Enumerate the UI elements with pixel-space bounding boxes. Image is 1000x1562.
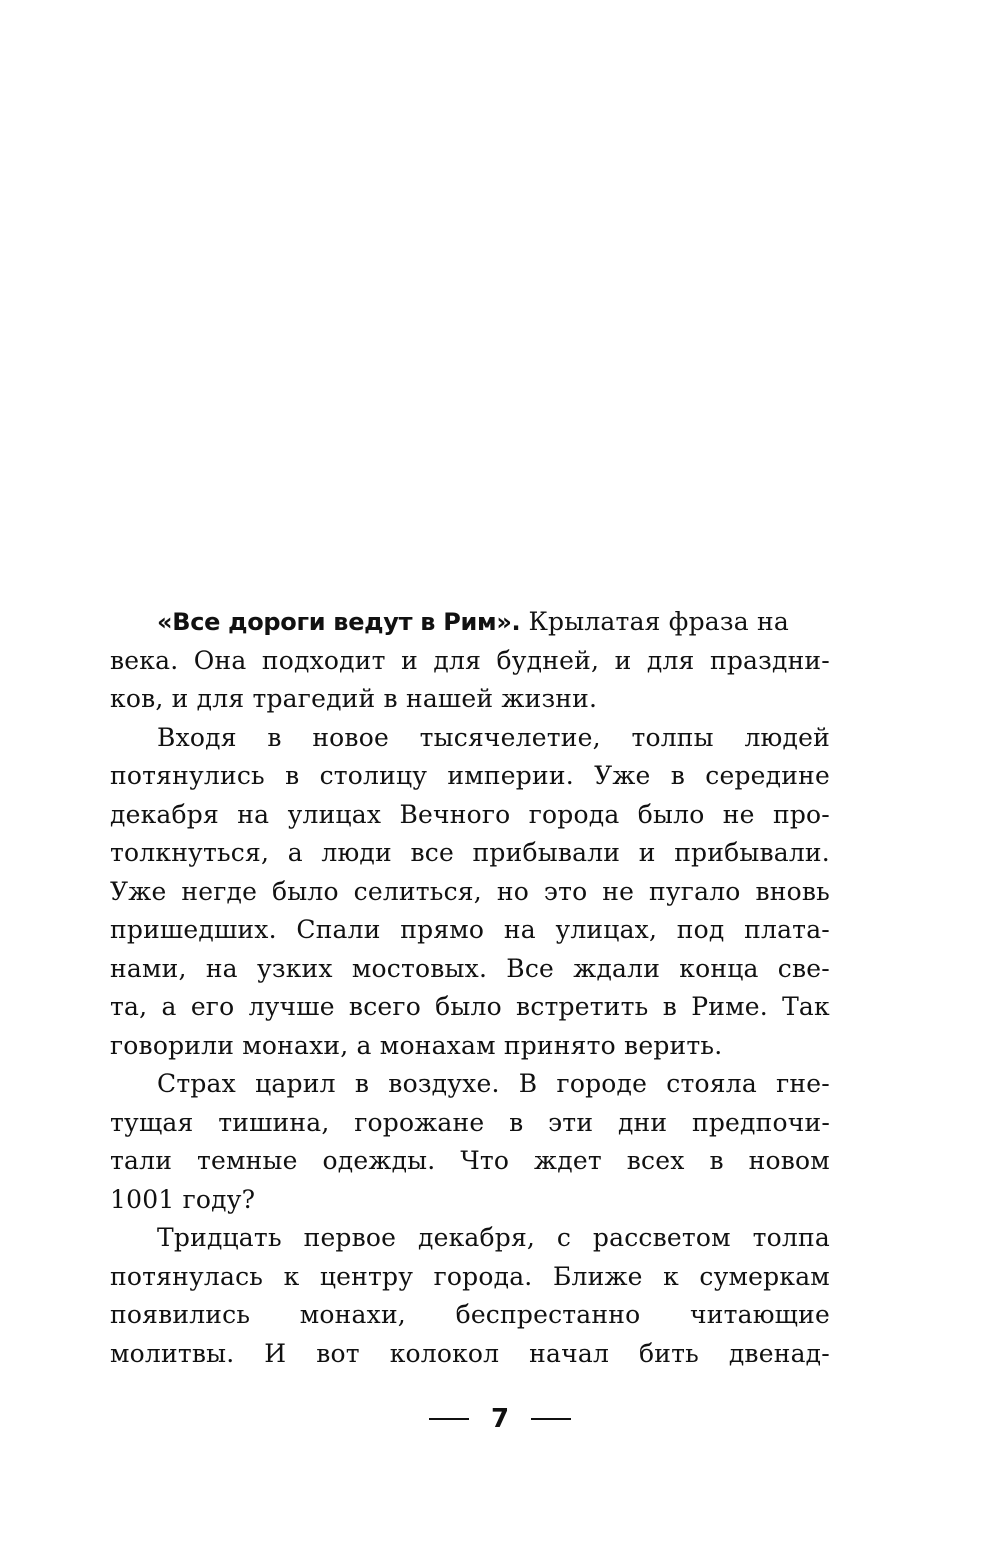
word: двенад-	[728, 1338, 830, 1368]
text-line	[110, 834, 830, 873]
word: Вечного	[399, 799, 511, 829]
word: молитвы.	[110, 1338, 235, 1368]
text-line	[110, 603, 830, 642]
page-number: 7	[490, 1404, 510, 1434]
word: было	[272, 876, 339, 906]
word: его	[190, 992, 235, 1021]
word: В	[518, 1069, 538, 1098]
body-text	[110, 603, 830, 1373]
word: это	[543, 876, 588, 906]
word: людей	[744, 722, 830, 752]
word: улицах,	[555, 915, 658, 944]
footer-rule-left	[429, 1418, 469, 1420]
text-line: ков, и для трагедий в нашей жизни.	[110, 684, 598, 713]
text-line	[110, 1142, 830, 1181]
word: Ближе	[552, 1261, 643, 1291]
word: для	[646, 645, 695, 675]
footer-rule-right	[531, 1418, 571, 1420]
word: века.	[110, 645, 179, 675]
word: про-	[772, 799, 830, 829]
word: бить	[638, 1338, 699, 1368]
text-line	[110, 1258, 830, 1297]
word: столицу	[319, 761, 428, 790]
word: с	[556, 1223, 572, 1252]
word: новое	[312, 722, 389, 752]
word: прибывали	[472, 838, 621, 867]
word: И	[264, 1338, 287, 1368]
word: в	[509, 1107, 524, 1137]
word: в	[670, 761, 686, 790]
word: сумеркам	[699, 1261, 830, 1291]
text-line: 1001 году?	[110, 1184, 256, 1214]
word: встретить	[516, 992, 649, 1021]
word: начал	[529, 1338, 610, 1368]
word: центру	[319, 1261, 414, 1291]
word: первое	[303, 1223, 397, 1252]
word: к	[663, 1261, 679, 1291]
text-line	[110, 950, 830, 989]
word: в	[662, 992, 677, 1021]
word: све-	[777, 953, 830, 983]
text-line	[110, 988, 830, 1027]
word: всего	[348, 992, 421, 1021]
word: все	[410, 838, 454, 867]
word: та,	[110, 992, 148, 1021]
word: потянулась	[110, 1261, 264, 1291]
word: в	[285, 761, 300, 790]
word: монахи,	[299, 1300, 406, 1329]
text-line	[110, 1219, 830, 1258]
word: конца	[679, 953, 759, 983]
word: Она	[193, 645, 247, 675]
word: прямо	[400, 915, 485, 944]
word: мостовых.	[351, 953, 488, 983]
word: декабря,	[417, 1223, 536, 1252]
word: Что	[460, 1146, 510, 1175]
word: праздни-	[709, 645, 830, 675]
word: тишина,	[218, 1107, 330, 1137]
text-line	[110, 1104, 830, 1143]
word: городе	[556, 1069, 648, 1098]
word: Риме.	[691, 992, 768, 1021]
word: было	[435, 992, 502, 1021]
word: темные	[197, 1146, 298, 1175]
word: нами,	[110, 953, 187, 983]
word: царил	[255, 1069, 336, 1098]
word: Спали	[296, 915, 381, 944]
text-line	[110, 1065, 830, 1104]
word: горожане	[354, 1107, 485, 1137]
text-line	[110, 911, 830, 950]
word: рассветом	[592, 1223, 731, 1252]
word: пришедших.	[110, 915, 277, 944]
word: подходит	[261, 645, 386, 675]
word: Так	[782, 992, 830, 1021]
word: вновь	[755, 876, 830, 906]
text-line	[110, 1296, 830, 1335]
word: люди	[321, 838, 392, 867]
word: декабря	[110, 799, 219, 829]
word: колокол	[389, 1338, 500, 1368]
word: вот	[316, 1338, 360, 1368]
word: но	[496, 876, 529, 906]
word: эти	[548, 1107, 594, 1137]
word: ждет	[534, 1146, 602, 1175]
word: Тридцать	[157, 1223, 282, 1252]
word: толкнуться,	[110, 838, 270, 867]
word: всех	[626, 1146, 685, 1175]
word: лучше	[248, 992, 335, 1021]
word: пугало	[649, 876, 741, 906]
word: на	[237, 799, 270, 829]
word: толпа	[752, 1223, 830, 1252]
word: и	[614, 645, 632, 675]
text-line	[110, 757, 830, 796]
word: и	[401, 645, 418, 675]
word: под	[676, 915, 725, 944]
word: и	[638, 838, 656, 867]
word: города	[528, 799, 620, 829]
word: гне-	[776, 1069, 830, 1098]
word: ждали	[573, 953, 661, 983]
word: тали	[110, 1146, 173, 1175]
word: не	[602, 876, 635, 906]
text-line	[110, 796, 830, 835]
word: новом	[748, 1146, 830, 1175]
word: узких	[256, 953, 333, 983]
word: в	[267, 722, 282, 752]
word: негде	[181, 876, 258, 906]
word: потянулись	[110, 761, 265, 790]
word: а	[287, 838, 303, 867]
text-line: говорили монахи, а монахам принято верить.	[110, 1030, 723, 1060]
word: на	[205, 953, 238, 983]
text-line	[110, 873, 830, 912]
word: селиться,	[353, 876, 482, 906]
word: толпы	[631, 722, 714, 752]
text-line	[110, 642, 830, 681]
word: тысячелетие,	[419, 722, 601, 752]
word: Входя	[157, 722, 237, 752]
page-footer	[0, 1404, 1000, 1434]
word: появились	[110, 1300, 251, 1329]
lead-phrase: «Все дороги ведут в Рим».	[157, 608, 521, 636]
word: было	[637, 799, 705, 829]
text-line	[110, 1335, 830, 1374]
word: не	[722, 799, 755, 829]
text-line	[110, 719, 830, 758]
word: прибывали.	[674, 838, 830, 867]
word: Уже	[594, 761, 651, 790]
word: дни	[617, 1107, 668, 1137]
word: одежды.	[322, 1146, 436, 1175]
word: стояла	[666, 1069, 757, 1098]
word: будней,	[496, 645, 600, 675]
word: города.	[433, 1261, 533, 1291]
word: Страх	[157, 1069, 236, 1098]
word: середине	[705, 761, 830, 790]
word: а	[161, 992, 177, 1021]
word: беспрестанно	[455, 1300, 641, 1329]
word: в	[709, 1146, 724, 1175]
word: в	[354, 1069, 370, 1098]
word: к	[283, 1261, 300, 1291]
word: предпочи-	[691, 1107, 830, 1137]
word: воздухе.	[388, 1069, 500, 1098]
word: читающие	[689, 1300, 830, 1329]
word: плата-	[744, 915, 830, 944]
text-span: Крылатая фраза на	[520, 607, 789, 636]
word: Уже	[110, 876, 167, 906]
word: для	[433, 645, 482, 675]
word: тущая	[110, 1107, 194, 1137]
word: Все	[506, 953, 555, 983]
word: на	[503, 915, 536, 944]
word: империи.	[447, 761, 574, 790]
word: улицах	[287, 799, 382, 829]
